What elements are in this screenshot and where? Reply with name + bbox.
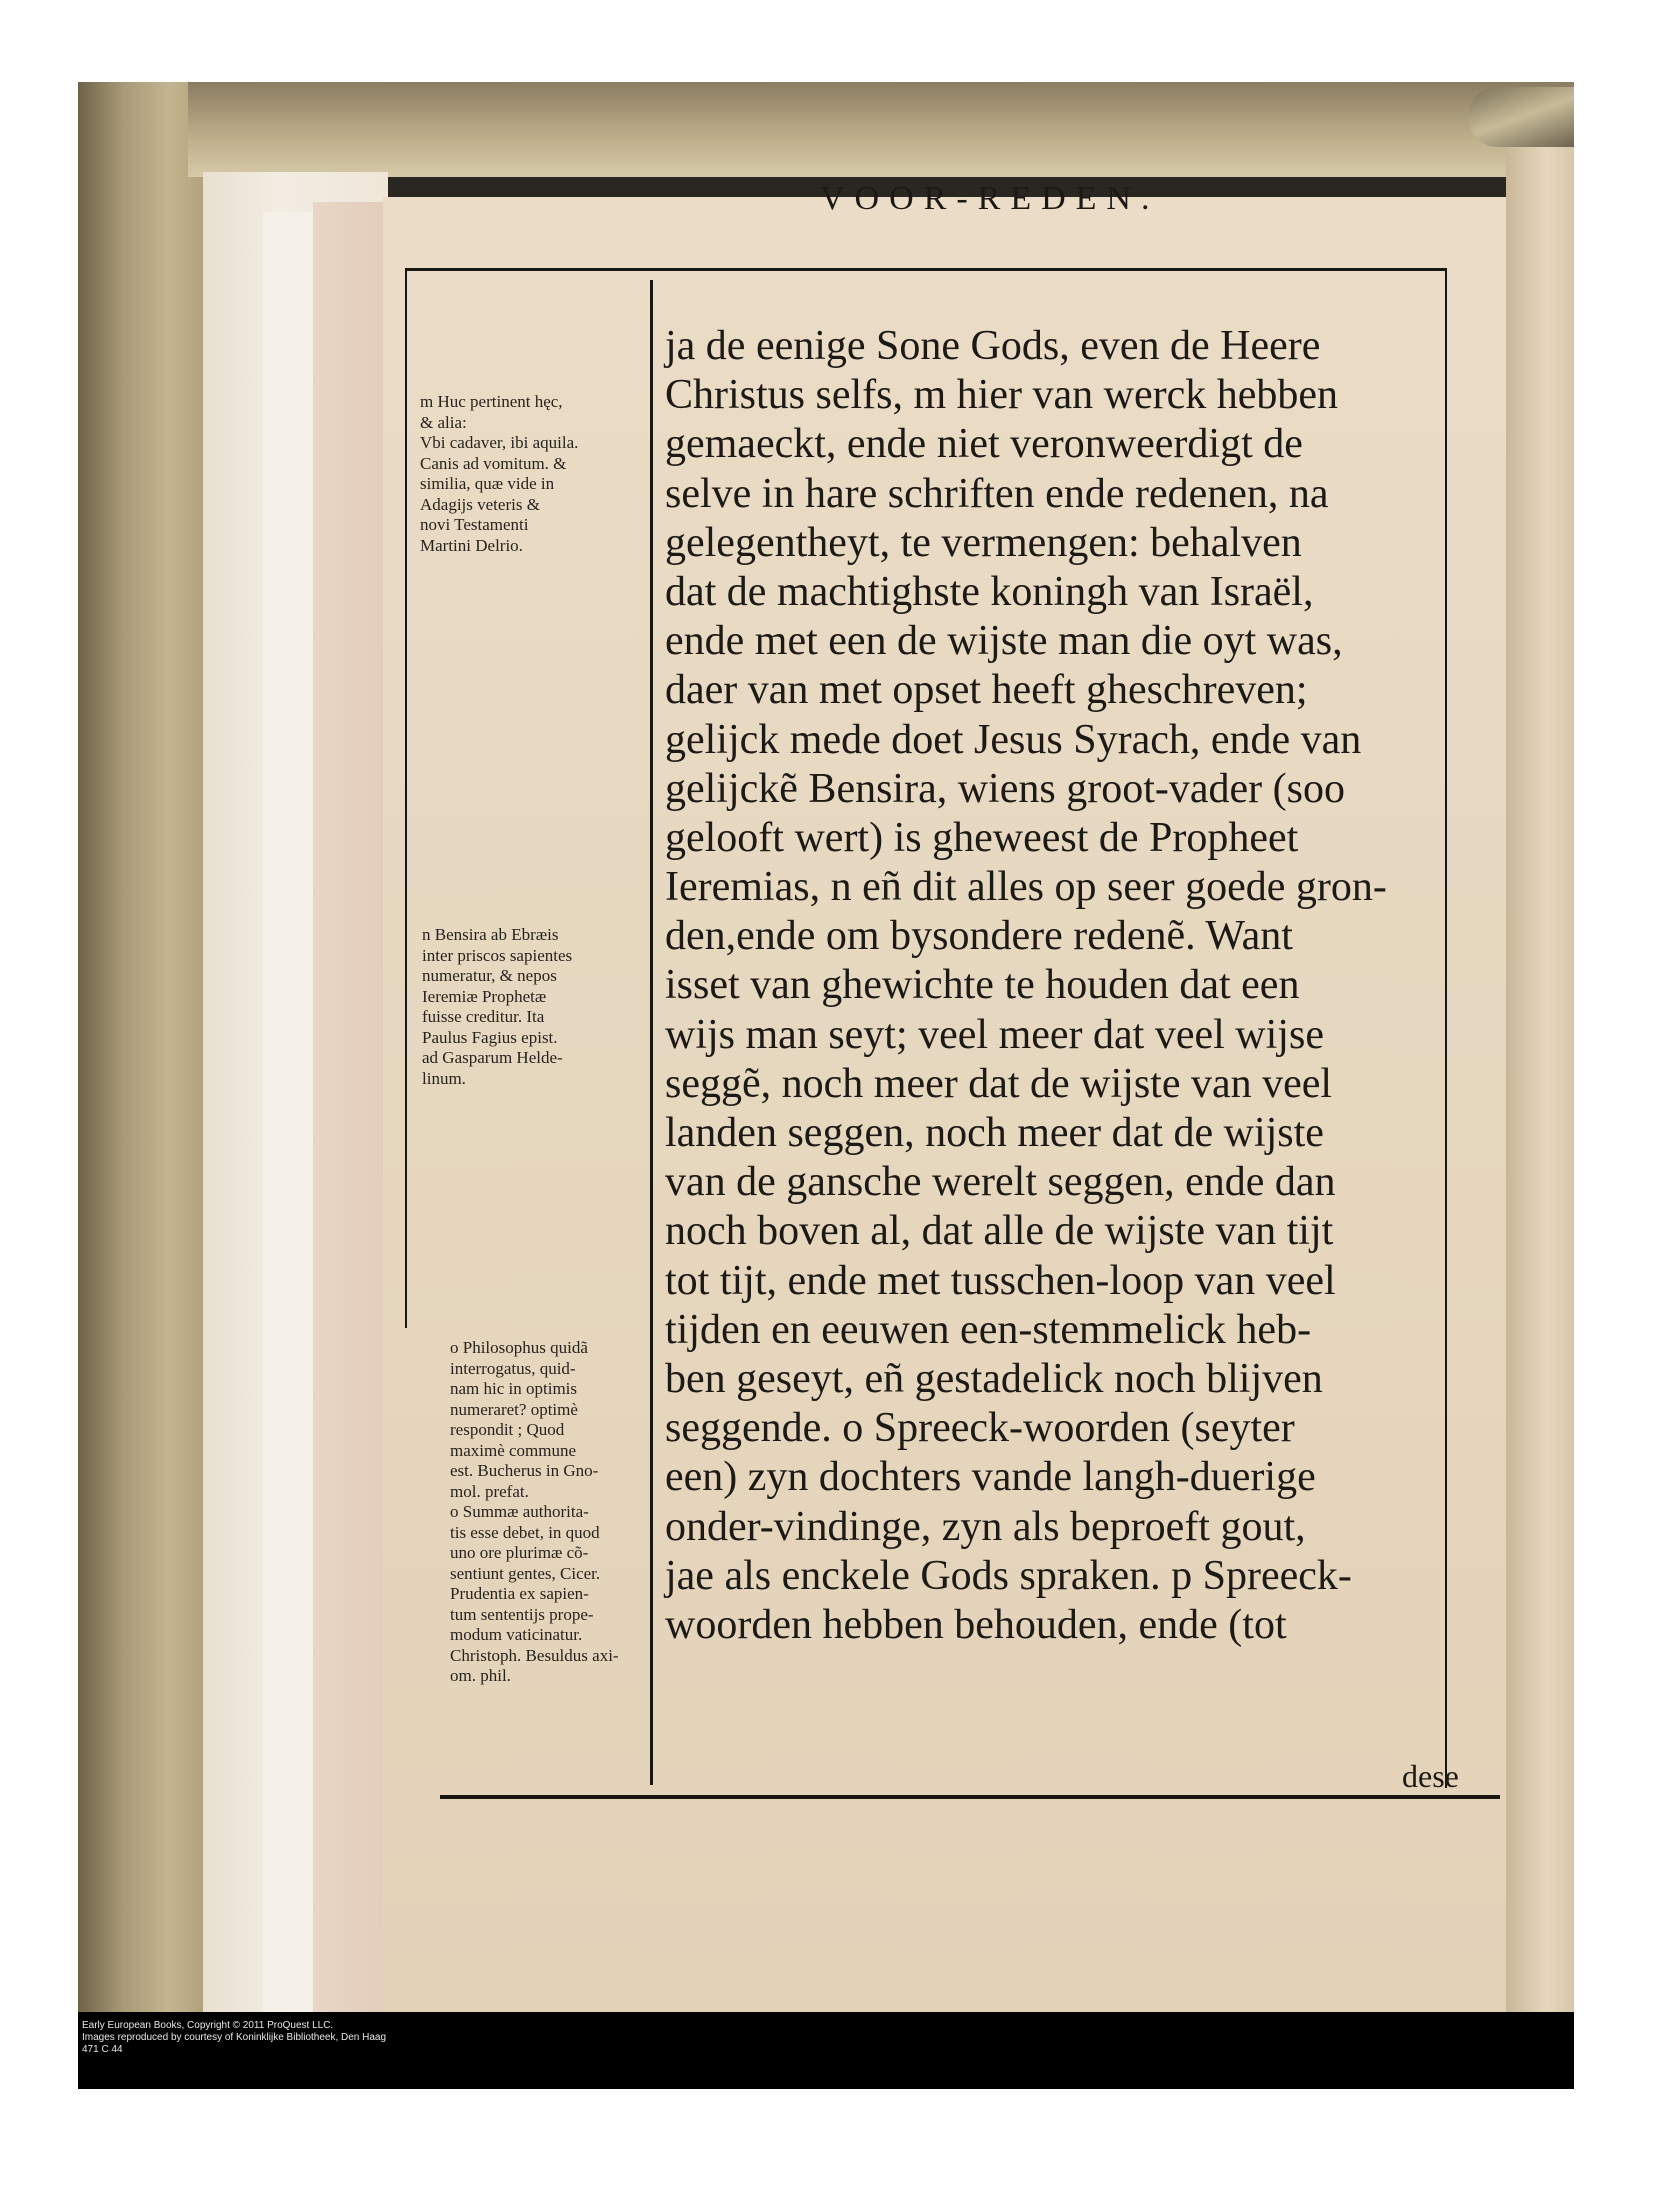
- margin-note-line: Paulus Fagius epist.: [422, 1027, 558, 1047]
- margin-note-line: inter priscos sapientes: [422, 945, 573, 965]
- margin-note-line: o Summæ authorita-: [450, 1502, 589, 1521]
- margin-note-line: novi Testamenti: [420, 515, 529, 534]
- body-line: selve in hare schriften ende redenen, na: [665, 470, 1329, 517]
- margin-note-line: m Huc pertinent hęc,: [420, 392, 563, 411]
- margin-note-line: Vbi cadaver, ibi aquila.: [420, 433, 579, 452]
- body-line: seggende. o Spreeck-woorden (seyter: [665, 1405, 1295, 1452]
- body-line: jae als enckele Gods spraken. p Spreeck-: [665, 1552, 1352, 1599]
- margin-note-line: Prudentia ex sapien-: [450, 1584, 589, 1603]
- footer-line-1: Early European Books, Copyright © 2011 ProQuest LLC.: [82, 2020, 334, 2031]
- body-line: dat de machtighste koningh van Israël,: [665, 568, 1314, 615]
- margin-note-line: interrogatus, quid-: [450, 1358, 576, 1378]
- margin-note-line: numeratur, & nepos: [422, 966, 557, 985]
- body-line: gelooft wert) is gheweest de Propheet: [665, 814, 1299, 861]
- body-text: [665, 322, 1465, 1650]
- body-line: gelijck mede doet Jesus Syrach, ende van: [665, 716, 1362, 763]
- footer-line-3: 471 C 44: [82, 2044, 123, 2055]
- margin-note-line: nam hic in optimis: [450, 1379, 578, 1398]
- footer-line-2: Images reproduced by courtesy of Koninklijke Bibliotheek, Den Haag: [82, 2032, 387, 2043]
- body-line: den,ende om bysondere redenẽ. Want: [665, 913, 1293, 960]
- margin-note-m: [420, 392, 578, 556]
- margin-note-line: mol. prefat.: [450, 1481, 529, 1501]
- margin-note-line: Christoph. Besuldus axi-: [450, 1645, 619, 1665]
- body-line: gemaeckt, ende niet veronweerdigt de: [665, 421, 1303, 468]
- margin-note-line: modum vaticinatur.: [450, 1625, 583, 1644]
- margin-note-line: tum sententijs prope-: [450, 1604, 594, 1624]
- margin-note-line: similia, quæ vide in: [420, 474, 555, 493]
- left-rule: [405, 268, 407, 1328]
- body-line: tot tijt, ende met tusschen-loop van veel: [665, 1257, 1336, 1304]
- body-line: wijs man seyt; veel meer dat veel wijse: [665, 1011, 1324, 1058]
- margin-note-line: & alia:: [420, 412, 467, 432]
- body-line: ja de eenige Sone Gods, even de Heere: [665, 323, 1321, 369]
- body-line: Ieremias, n eñ dit alles op seer goede gron-: [665, 864, 1387, 911]
- body-line: ben geseyt, eñ gestadelick noch blijven: [665, 1355, 1323, 1402]
- margin-note-line: maximè commune: [450, 1440, 577, 1460]
- bottom-rule: [440, 1795, 1500, 1799]
- margin-note-line: fuisse creditur. Ita: [422, 1007, 545, 1026]
- margin-note-line: o Philosophus quidã: [450, 1338, 588, 1357]
- margin-note-line: om. phil.: [450, 1666, 511, 1685]
- body-line: landen seggen, noch meer dat de wijste: [665, 1110, 1324, 1156]
- margin-note-o: [450, 1338, 619, 1687]
- margin-note-line: sentiunt gentes, Cicer.: [450, 1563, 601, 1583]
- margin-note-line: est. Bucherus in Gno-: [450, 1461, 599, 1480]
- body-line: onder-vindinge, zyn als beproeft gout,: [665, 1503, 1306, 1550]
- body-line: isset van ghewichte te houden dat een: [665, 962, 1300, 1009]
- body-line: seggẽ, noch meer dat de wijste van veel: [665, 1060, 1333, 1107]
- margin-note-line: ad Gasparum Helde-: [422, 1048, 563, 1067]
- body-line: een) zyn dochters vande langh-duerige: [665, 1454, 1316, 1501]
- margin-note-line: n Bensira ab Ebræis: [422, 925, 559, 944]
- body-line: woorden hebben behouden, ende (tot: [665, 1601, 1287, 1648]
- body-line: gelegentheyt, te vermengen: behalven: [665, 519, 1302, 566]
- body-line: tijden en eeuwen een-stemmelick heb-: [665, 1306, 1312, 1353]
- body-line: ende met een de wijste man die oyt was,: [665, 618, 1343, 665]
- body-line: Christus selfs, m hier van werck hebben: [665, 372, 1339, 419]
- book-right-edge: [1506, 142, 1574, 2022]
- body-line: van de gansche werelt seggen, ende dan: [665, 1159, 1336, 1206]
- margin-note-line: Canis ad vomitum. &: [420, 453, 567, 473]
- body-line: gelijckẽ Bensira, wiens groot-vader (soo: [665, 765, 1345, 812]
- running-head: VOOR-REDEN.: [820, 180, 1160, 217]
- body-line: noch boven al, dat alle de wijste van tijt: [665, 1208, 1334, 1255]
- catchword: dese: [1402, 1758, 1459, 1794]
- margin-note-line: linum.: [422, 1068, 466, 1088]
- margin-note-line: numeraret? optimè: [450, 1399, 578, 1419]
- book-cover-top: [188, 82, 1574, 177]
- margin-note-line: Adagijs veteris &: [420, 494, 540, 514]
- book-cover-left: [78, 82, 208, 2012]
- margin-note-line: tis esse debet, in quod: [450, 1522, 600, 1542]
- margin-divider-rule: [650, 280, 653, 1785]
- margin-note-line: respondit ; Quod: [450, 1420, 565, 1439]
- margin-note-n: [422, 925, 572, 1089]
- margin-note-line: uno ore plurimæ cõ-: [450, 1543, 589, 1562]
- body-line: daer van met opset heeft gheschreven;: [665, 667, 1308, 714]
- page-edge-pink: [313, 202, 383, 2032]
- margin-note-line: Martini Delrio.: [420, 535, 523, 555]
- copyright-footer: [82, 2020, 386, 2056]
- top-rule: [405, 268, 1445, 271]
- margin-note-line: Ieremiæ Prophetæ: [422, 986, 547, 1006]
- book-clasp: [1468, 87, 1574, 147]
